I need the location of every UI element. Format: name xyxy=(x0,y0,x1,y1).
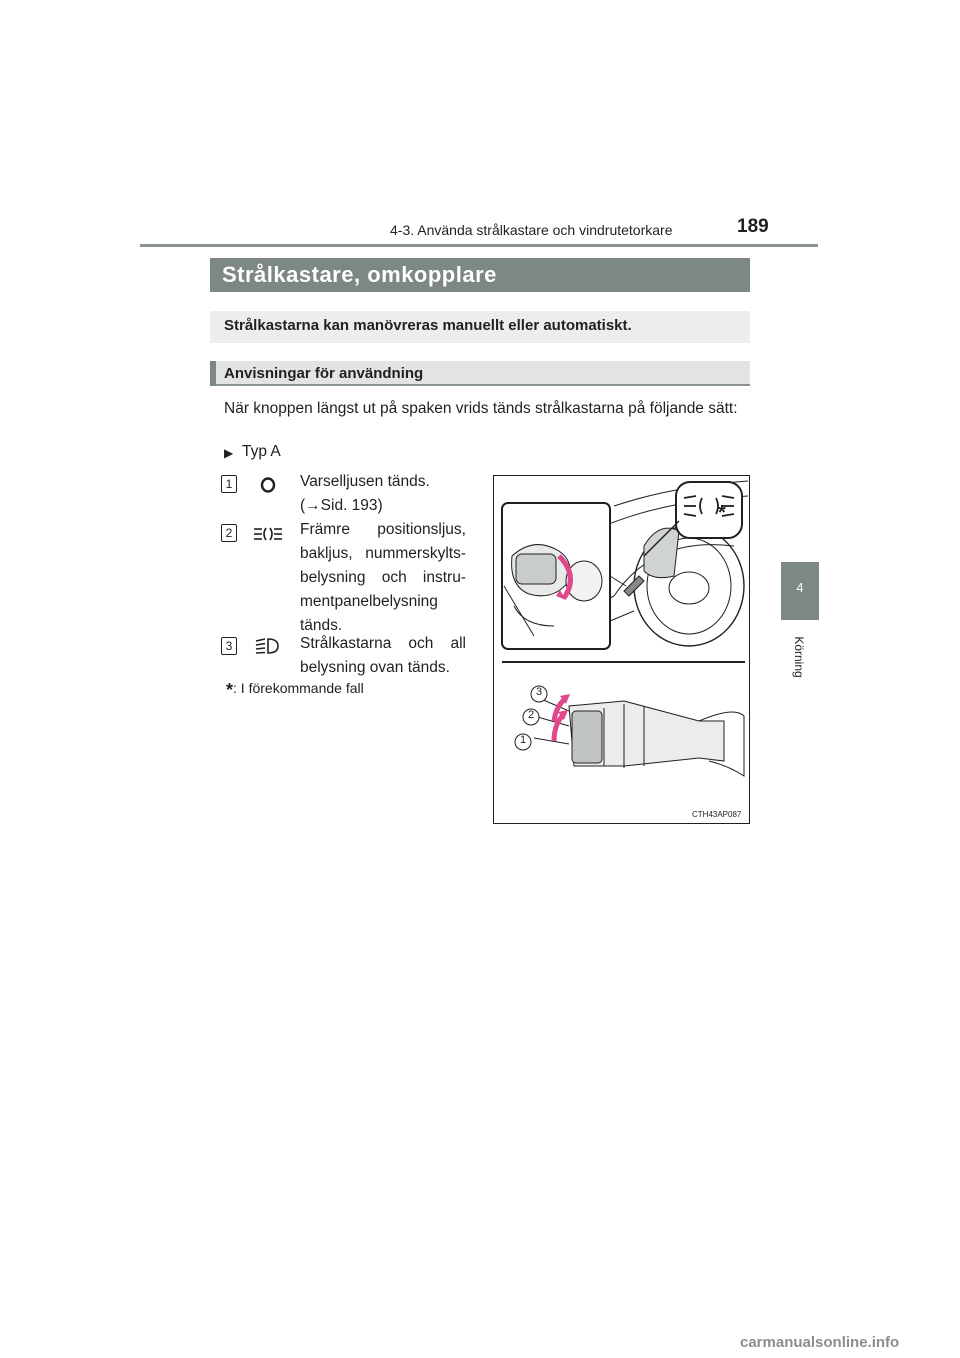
header-divider xyxy=(140,244,818,247)
item-3-text xyxy=(300,632,466,680)
intro-text: Strålkastarna kan manövreras manuellt eller automatiskt. xyxy=(224,317,632,334)
item-3-line: Strålkastarna och all xyxy=(300,635,466,652)
callout-2: 2 xyxy=(527,709,535,721)
item-2-line: mentpanelbelysning xyxy=(300,593,438,610)
watermark: carmanualsonline.info xyxy=(740,1334,900,1351)
illustration-star: * xyxy=(718,502,726,524)
item-number-3: 3 xyxy=(221,637,237,655)
position-light-icon xyxy=(252,524,284,549)
chapter-tab-label: Körning xyxy=(792,636,806,678)
item-3-line: belysning ovan tänds. xyxy=(300,659,450,676)
callout-3: 3 xyxy=(535,686,543,698)
item-2-line: bakljus, nummerskylts- xyxy=(300,545,466,562)
item-2-line: tänds. xyxy=(300,617,343,634)
body-paragraph: När knoppen längst ut på spaken vrids tänds strålkastarna på följande sätt: xyxy=(224,400,738,417)
item-1-line: Varselljusen tänds. xyxy=(300,473,430,490)
item-2-line: belysning och instru- xyxy=(300,569,466,586)
footnote xyxy=(226,680,364,701)
item-number-1: 1 xyxy=(221,475,237,493)
chapter-tab-number: 4 xyxy=(796,580,804,595)
footnote-mark: * xyxy=(226,680,234,700)
header-section-title: 4-3. Använda strålkastare och vindrutetorkare xyxy=(390,222,673,238)
item-1-text xyxy=(300,470,466,518)
illustration-drawing xyxy=(494,476,749,823)
headlight-icon xyxy=(254,636,282,661)
type-label: Typ A xyxy=(242,443,281,460)
daytime-running-light-icon xyxy=(258,476,278,499)
item-2-text xyxy=(300,518,466,638)
item-number-2: 2 xyxy=(221,524,237,542)
triangle-bullet-icon: ▶ xyxy=(224,446,234,460)
footnote-text: : I förekommande fall xyxy=(233,680,364,696)
section-title: Strålkastare, omkopplare xyxy=(222,262,497,287)
page-number: 189 xyxy=(737,216,769,237)
subheading-accent xyxy=(210,361,216,386)
subheading: Anvisningar för användning xyxy=(224,365,424,382)
item-2-line: Främre positionsljus, xyxy=(300,521,466,538)
item-1-ref: (→Sid. 193) xyxy=(300,497,383,514)
illustration-code: CTH43AP087 xyxy=(692,810,742,819)
callout-1: 1 xyxy=(519,734,527,746)
headlight-switch-illustration xyxy=(493,475,750,824)
